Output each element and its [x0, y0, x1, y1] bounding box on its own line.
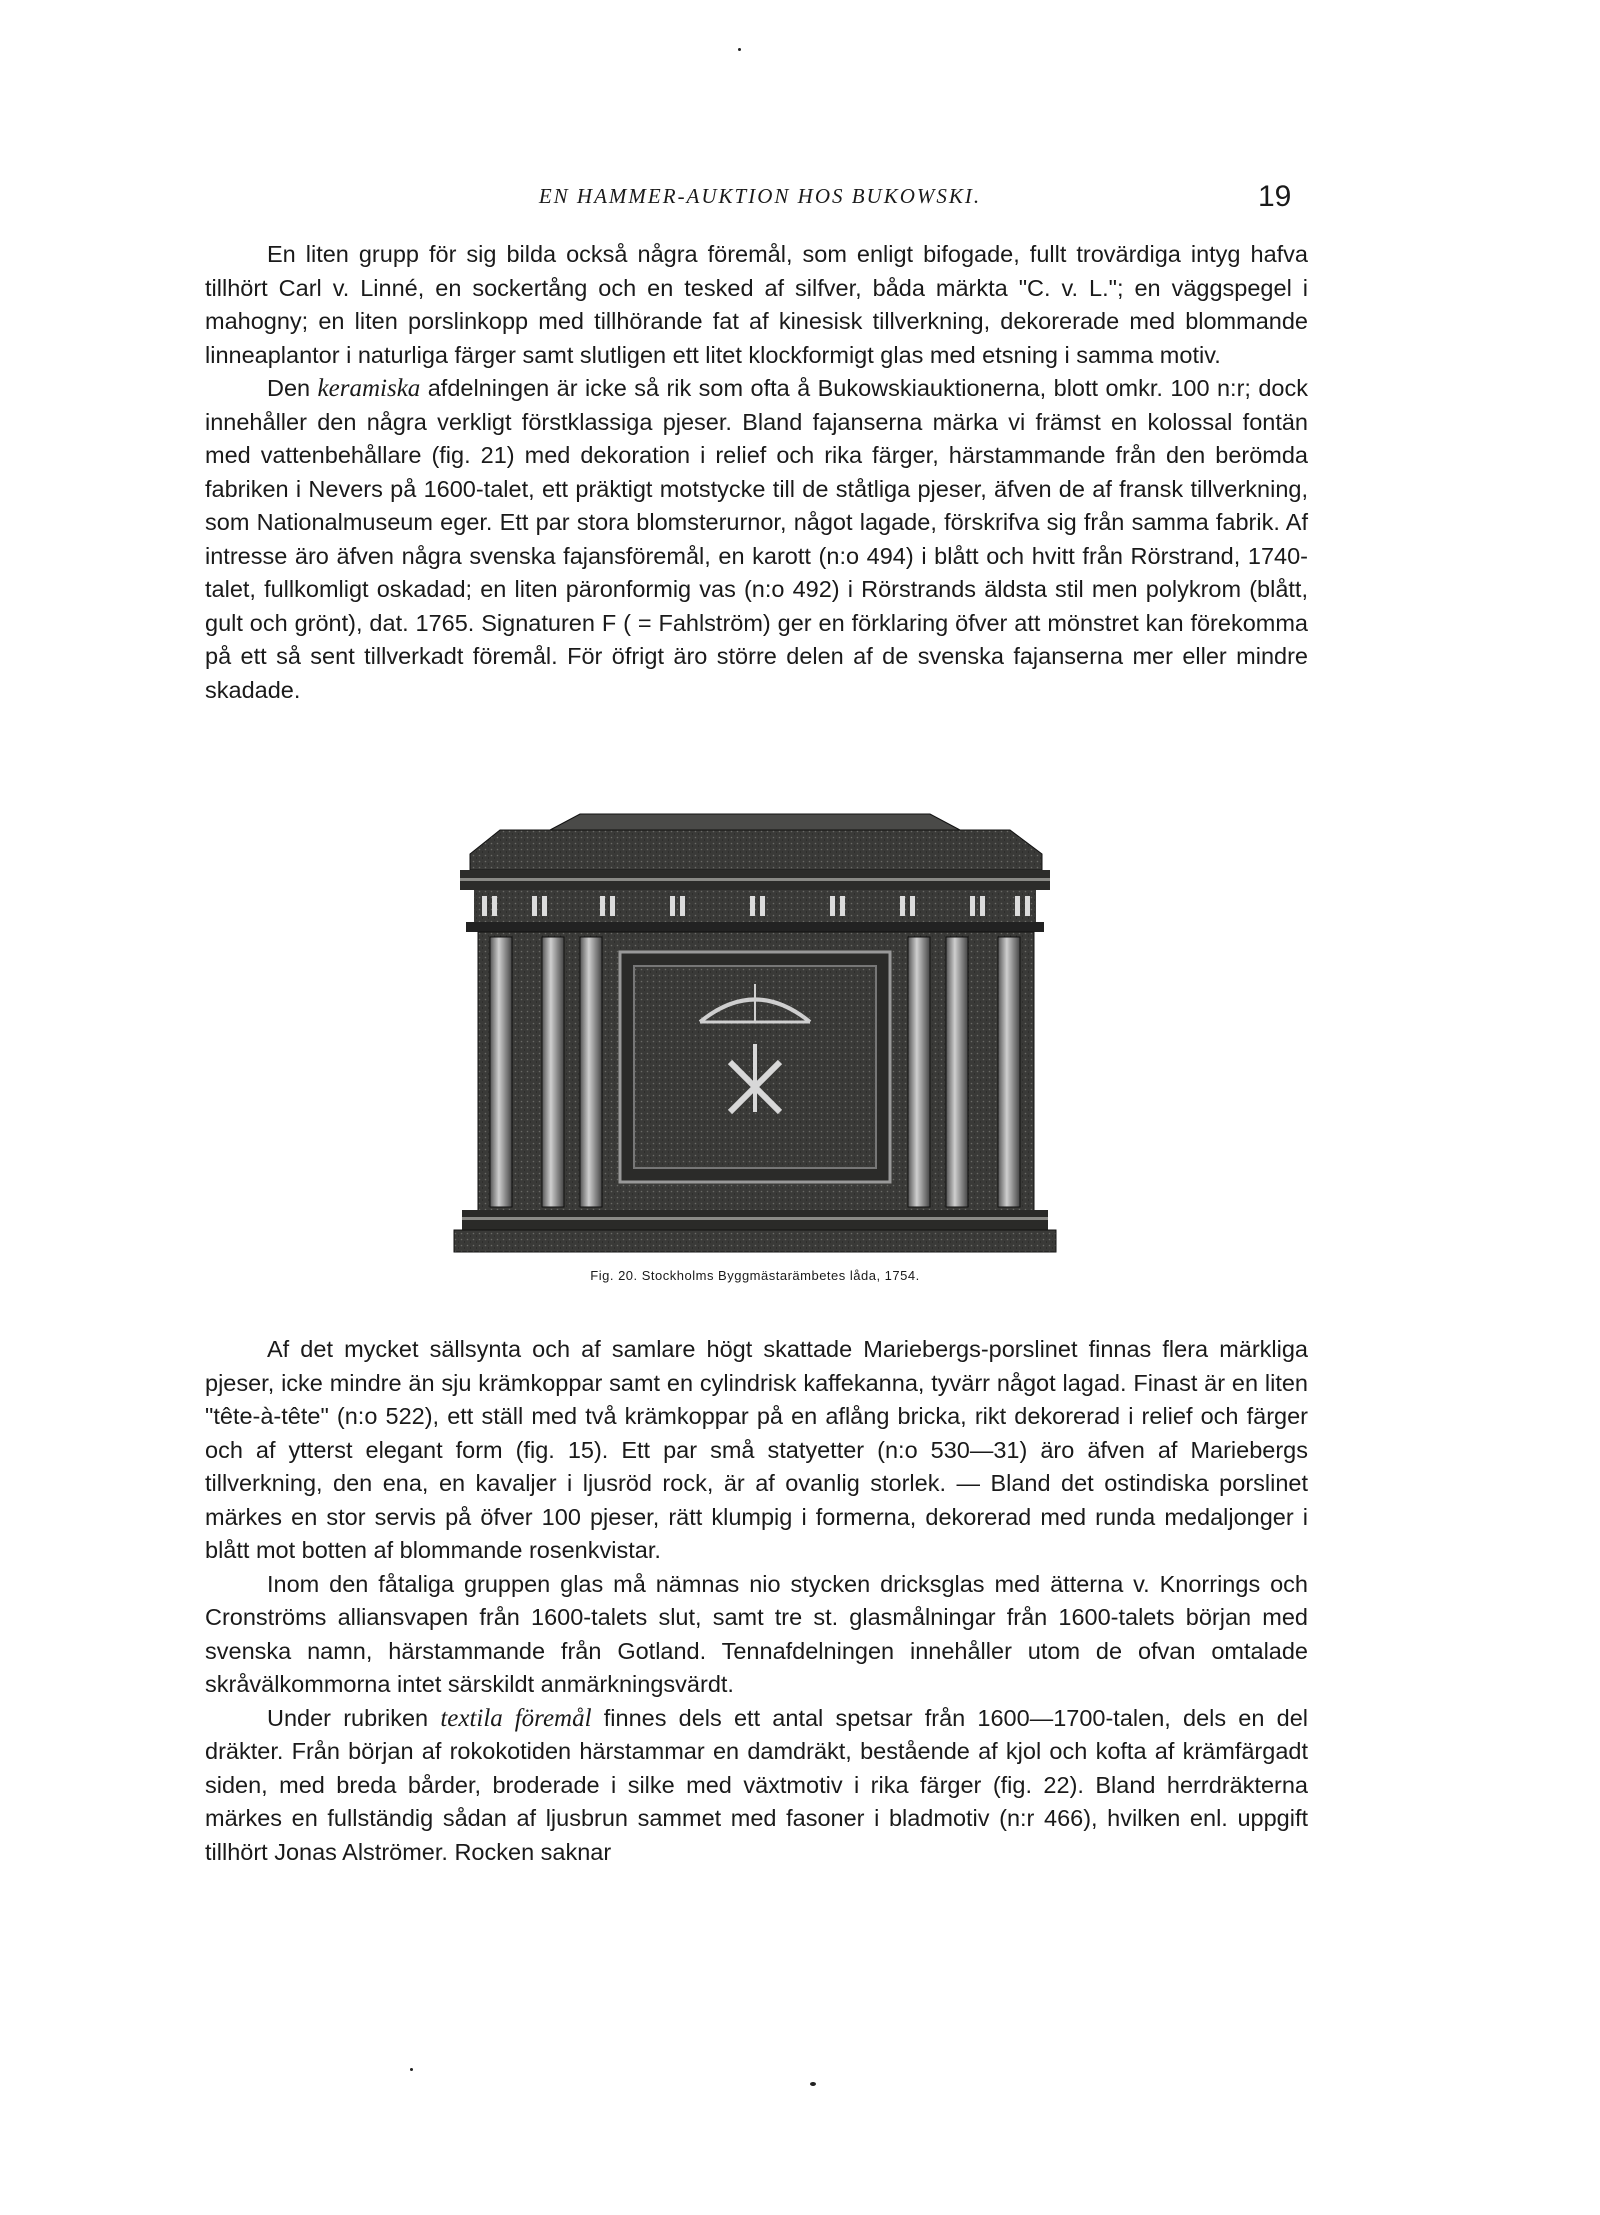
text-run: Af det mycket sällsynta och af samlare högt skattade Mariebergs-porslinet finnas flera märkliga pjeser, icke mindre än sju krämkoppar samt en cylindrisk kaffekanna, tyvärr något lagad. Finast är en liten "tête-à-tête" (n:o 522), ett ställ med två krämkoppar på en aflång bricka, rikt dekorerad i relief och färger och af ytterst elegant form (fig. 15). Ett par små statyetter (n:o 530—31) äro äfven af Mariebergs tillverkning, den ena, en kavaljer i ljusröd rock, är af ovanlig storlek. — Bland det ostindiska porslinet märkes en stor servis på öfver 100 pjeser, rätt klumpig i formerna, dekorerad med runda medaljonger i blått mot botten af blommande rosenkvistar. — [205, 1336, 1308, 1563]
text-run: afdelningen är icke så rik som ofta å Bukowskiauktionerna, blott omkr. 100 n:r; dock innehåller den några verkligt förstklassiga pjeser. Bland fajanserna märka vi främst en kolossal fontän med vattenbehållare (fig. 21) med dekoration i relief och rika färger, härstammande från den berömda fabriken i Nevers på 1600-talet, ett präktigt motstycke till de ståtliga pjeser, äfven de af fransk tillverkning, som Nationalmuseum eger. Ett par stora blomsterurnor, något lagade, förskrifva sig från samma fabrik. Af intresse äro äfven några svenska fajansföremål, en karott (n:o 494) i blått och hvitt från Rörstrand, 1740-talet, fullkomligt oskadad; en liten päronformig vas (n:o 492) i Rörstrands äldsta stil men polykrom (blått, gult och grönt), dat. 1765. Signaturen F ( = Fahlström) ger en förklaring öfver att mönstret kan förekomma på ett så sent tillverkadt föremål. För öfrigt äro större delen af de svenska fajanserna mer eller mindre skadade. — [205, 375, 1309, 703]
paragraph — [205, 238, 1308, 372]
paragraph — [205, 1568, 1308, 1702]
paragraph — [205, 1702, 1308, 1870]
text-run: Under rubriken — [267, 1704, 441, 1731]
text-run: Inom den fåtaliga gruppen glas må nämnas nio stycken dricksglas med ätterna v. Knorrings och Cronströms alliansvapen från 1600-talets slut, samt tre st. glasmålningar från 1600-talets början med svenska namn, härstammande från Gotland. Tennafdelningen innehåller utom de ofvan omtalade skråvälkommorna intet särskildt anmärkningsvärdt. — [205, 1570, 1308, 1697]
page-speck — [738, 48, 741, 51]
page-speck — [810, 2082, 816, 2086]
text-run: finnes dels ett antal spetsar från 1600—1700-talen, dels en del dräkter. Från början af rokokotiden härstammar en damdräkt, bestående af kjol och kofta af krämfärgadt siden, med breda bårder, broderade i silke med växtmotiv i rika färger (fig. 22). Bland herrdräkterna märkes en fullständig sådan af ljusbrun sammet med fasoner i bladmotiv (n:r 466), hvilken enl. uppgift tillhört Jonas Alströmer. Rocken saknar — [205, 1704, 1309, 1865]
text-block-bottom — [205, 1333, 1308, 1869]
chest-illustration — [430, 812, 1080, 1262]
figure-guild-chest — [430, 812, 1080, 1262]
page-speck — [410, 2068, 413, 2071]
paragraph — [205, 1333, 1308, 1568]
text-block-top — [205, 238, 1308, 707]
running-head: EN HAMMER-AUKTION HOS BUKOWSKI. — [538, 184, 982, 208]
paragraph — [205, 372, 1308, 707]
figure-caption: Fig. 20. Stockholms Byggmästarämbetes låda, 1754. — [590, 1268, 920, 1283]
page-number: 19 — [1258, 180, 1292, 213]
italic-term: textila föremål — [440, 1704, 592, 1732]
italic-term: keramiska — [317, 375, 421, 402]
text-run: En liten grupp för sig bilda också några föremål, som enligt bifogade, fullt trovärdiga intyg hafva tillhört Carl v. Linné, en sockertång och en tesked af silfver, båda märkta "C. v. L."; en väggspegel i mahogny; en liten porslinkopp med tillhörande fat af kinesisk tillverkning, dekorerade med blommande linneaplantor i naturliga färger samt slutligen ett litet klockformigt glas med etsning i samma motiv. — [205, 241, 1308, 368]
text-run: Den — [267, 375, 318, 401]
